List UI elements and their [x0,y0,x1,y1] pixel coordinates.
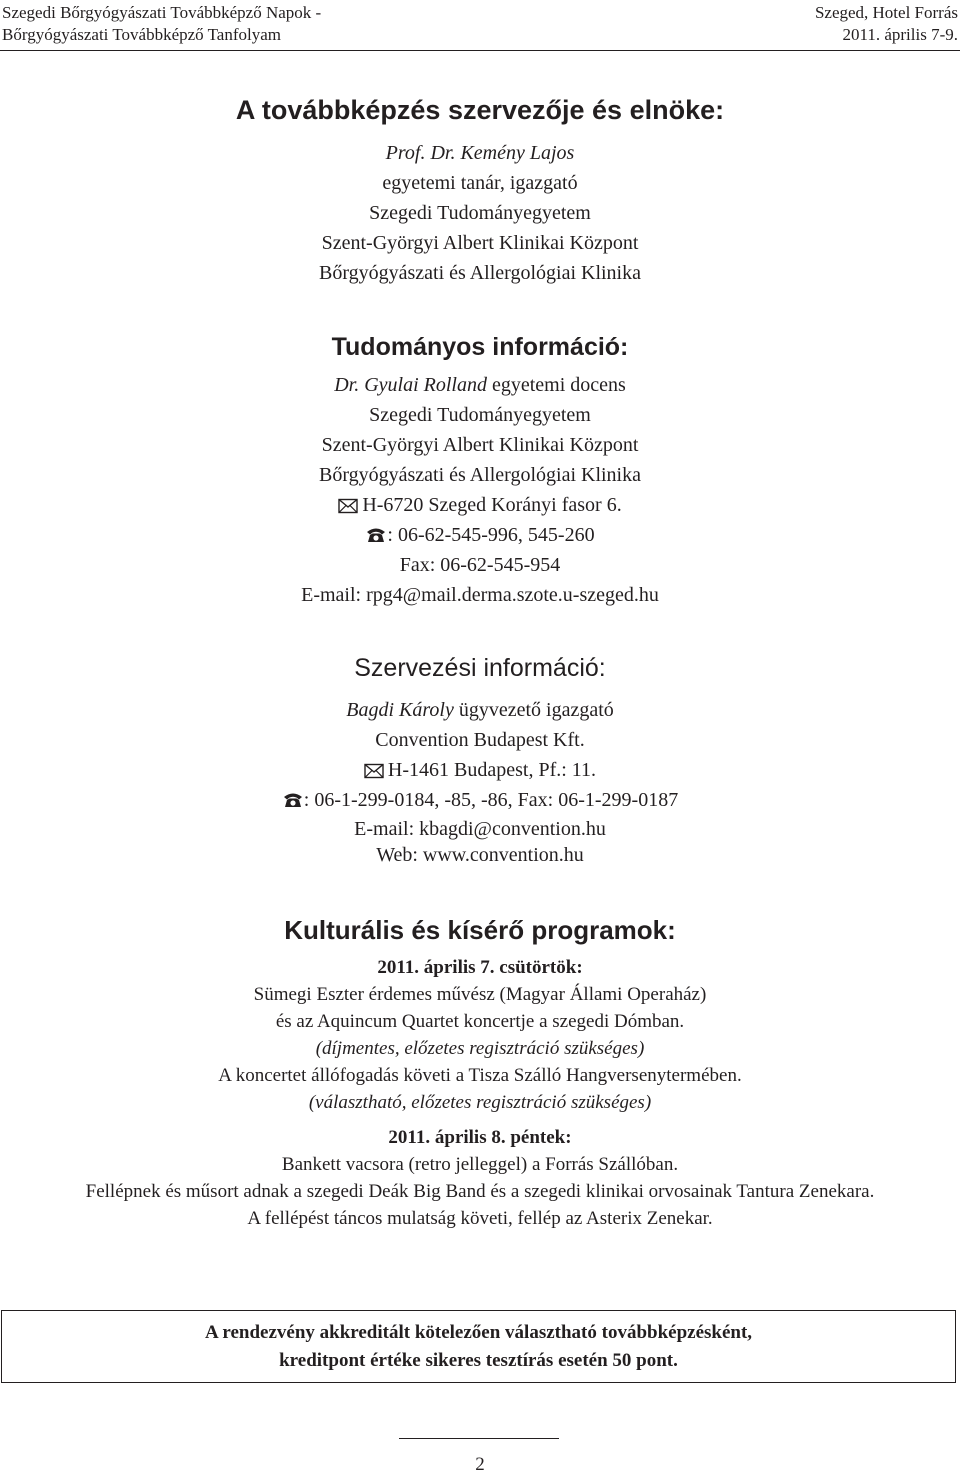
organization-phone-line [0,785,960,815]
scientific-university: Szegedi Tudományegyetem [369,404,591,426]
organizer-university: Szegedi Tudományegyetem [369,202,591,224]
header-left-line1: Szegedi Bőrgyógyászati Továbbképző Napok - [2,3,322,22]
cultural-section [0,913,960,947]
organizer-clinic: Bőrgyógyászati és Allergológiai Klinika [319,262,641,284]
organization-heading: Szervezési információ: [354,654,606,682]
telephone-icon [365,526,387,544]
cultural-day2-date: 2011. április 8. péntek: [388,1127,572,1148]
page-header [0,0,960,54]
page-number: 2 [475,1454,485,1475]
organization-phone: : 06-1-299-0184, -85, -86, Fax: 06-1-299-0187 [303,789,679,811]
cultural-day1-line2: és az Aquincum Quartet koncertje a szegedi Dómban. [275,1011,685,1032]
scientific-heading: Tudományos információ: [331,333,629,361]
scientific-center: Szent-Györgyi Albert Klinikai Központ [321,434,639,456]
organizer-center: Szent-Györgyi Albert Klinikai Központ [321,232,639,254]
accreditation-box [1,1310,956,1383]
cultural-day1-date: 2011. április 7. csütörtök: [377,957,583,978]
scientific-phone: : 06-62-545-996, 545-260 [387,524,595,546]
scientific-contact-line [0,370,960,400]
organizer-section [0,92,960,128]
organization-address-line [0,755,960,785]
organization-address: H-1461 Budapest, Pf.: 11. [387,759,597,781]
header-venue-date [815,2,958,46]
scientific-email[interactable]: E-mail: rpg4@mail.derma.szote.u-szeged.hu [301,584,659,606]
footer-divider [399,1438,559,1439]
scientific-phone-line [0,520,960,550]
organization-section [0,651,960,685]
organizer-name: Prof. Dr. Kemény Lajos [385,142,575,164]
scientific-details [0,370,960,610]
header-right-line2: 2011. április 7-9. [842,25,958,44]
header-left-line2: Bőrgyógyászati Továbbképző Tanfolyam [2,25,282,44]
organization-email[interactable]: E-mail: kbagdi@convention.hu [354,818,606,840]
scientific-address: H-6720 Szeged Korányi fasor 6. [362,494,622,516]
scientific-clinic: Bőrgyógyászati és Allergológiai Klinika [319,464,641,486]
cultural-day1-note2: (választható, előzetes regisztráció szükséges) [308,1092,652,1113]
cultural-day2 [0,1124,960,1232]
organization-details [0,695,960,867]
cultural-day1-line1: Sümegi Eszter érdemes művész (Magyar Állami Operaház) [253,984,707,1005]
organizer-title: egyetemi tanár, igazgató [382,172,578,194]
scientific-name: Dr. Gyulai Rolland [334,374,487,396]
organization-role: ügyvezető igazgató [458,699,614,721]
scientific-fax: Fax: 06-62-545-954 [399,554,561,576]
organization-web[interactable]: Web: www.convention.hu [376,844,584,866]
cultural-day2-line1: Bankett vacsora (retro jelleggel) a Forrás Szállóban. [281,1154,679,1175]
organization-company: Convention Budapest Kft. [375,729,585,751]
cultural-heading: Kulturális és kísérő programok: [284,915,676,945]
telephone-icon [282,791,304,809]
cultural-day2-line3: A fellépést táncos mulatság követi, fellép az Asterix Zenekar. [247,1208,713,1229]
scientific-role: egyetemi docens [491,374,626,396]
organization-name: Bagdi Károly [346,699,454,721]
organization-contact-line [0,695,960,725]
organizer-details [0,138,960,288]
scientific-address-line [0,490,960,520]
cultural-day1-line3: A koncertet állófogadás követi a Tisza Szálló Hangversenytermében. [218,1065,742,1086]
header-event-title [2,2,321,46]
envelope-icon [338,498,358,514]
cultural-day2-line2: Fellépnek és műsort adnak a szegedi Deák Big Band és a szegedi klinikai orvosainak Tantura Zenekara. [85,1181,875,1202]
organizer-heading: A továbbképzés szervezője és elnöke: [235,95,725,125]
header-divider [0,50,960,51]
envelope-icon [364,763,384,779]
cultural-day1 [0,954,960,1116]
header-right-line1: Szeged, Hotel Forrás [814,3,958,22]
accreditation-line1: A rendezvény akkreditált kötelezően választható továbbképzésként, [204,1322,753,1343]
cultural-day1-note1: (díjmentes, előzetes regisztráció szükséges) [315,1038,645,1059]
scientific-section [0,330,960,364]
accreditation-line2: kreditpont értéke sikeres tesztírás esetén 50 pont. [279,1350,678,1371]
